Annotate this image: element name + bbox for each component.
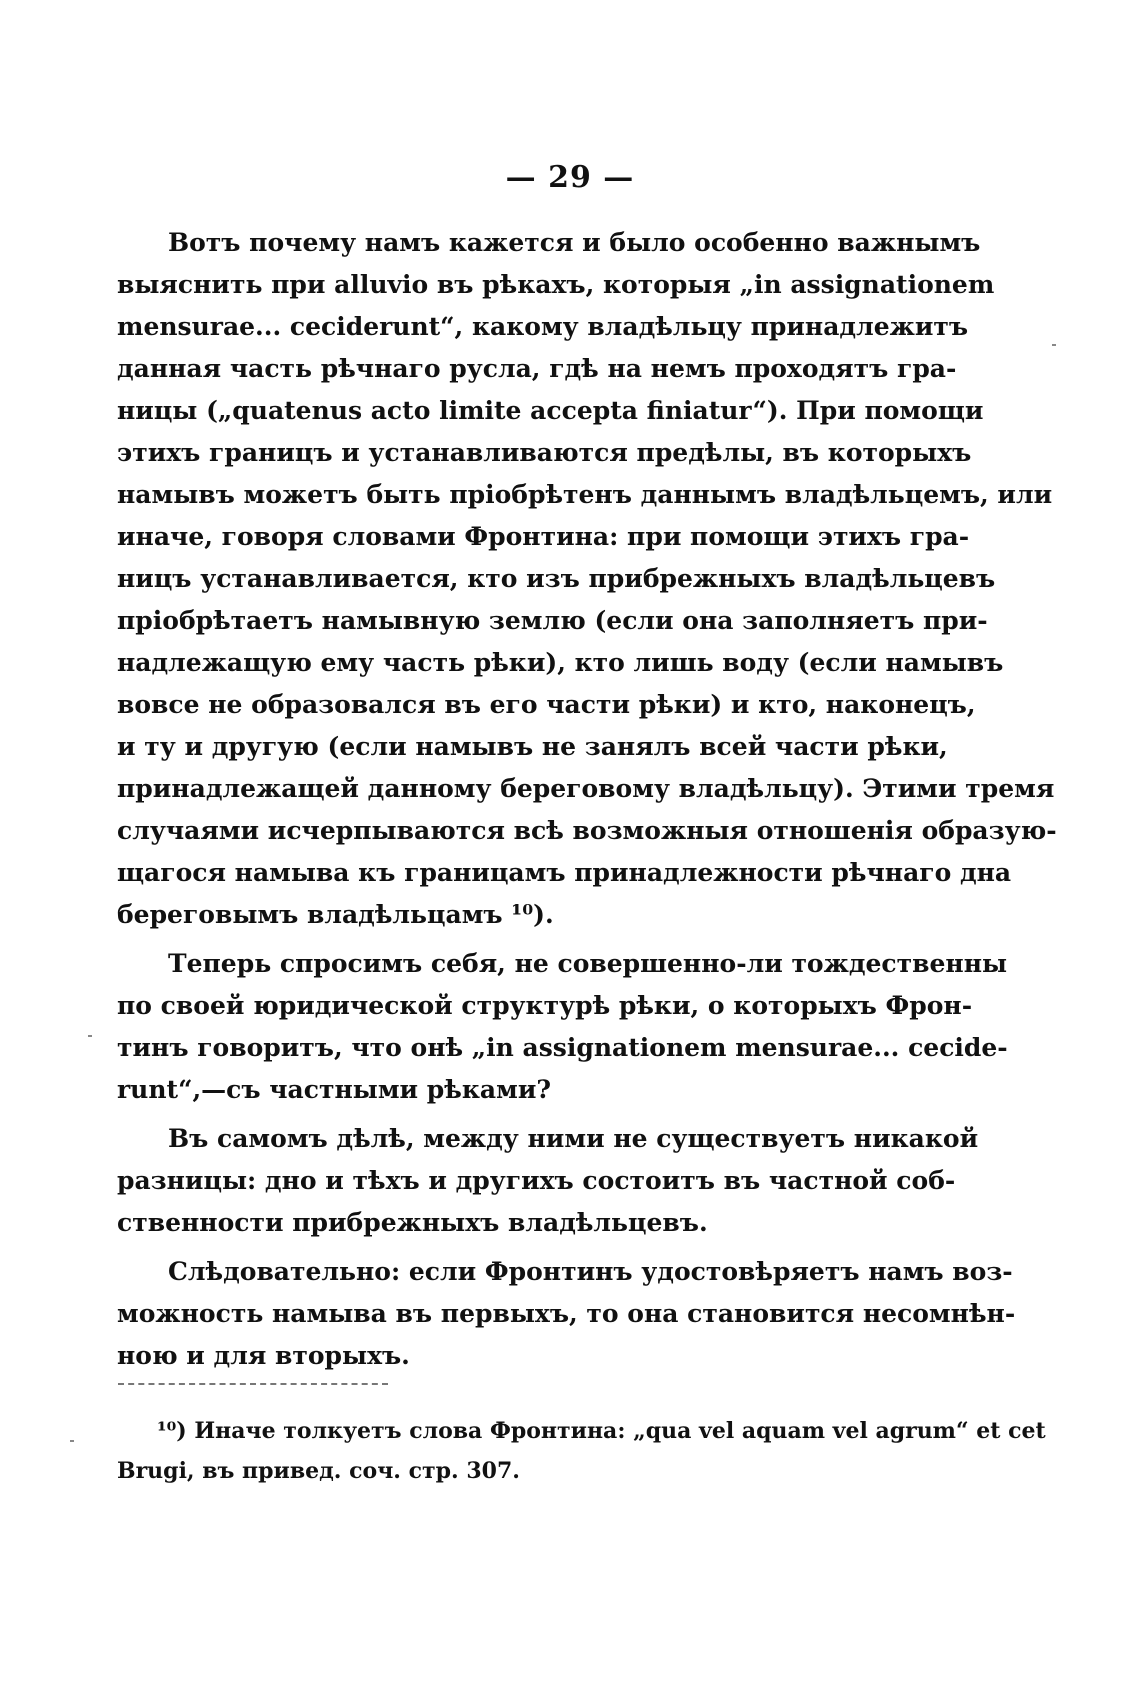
text-line: ною и для вторыхъ. [117,1341,410,1370]
text-line: ницъ устанавливается, кто изъ прибрежныхъ владѣльцевъ [117,564,996,593]
text-line: береговымъ владѣльцамъ ¹⁰). [117,900,554,929]
text-line: тинъ говоритъ, что онѣ „in assignationem mensurae... cecide- [117,1033,1008,1062]
text-line: принадлежащей данному береговому владѣльцу). Этими тремя [117,774,1055,803]
text-line: надлежащую ему часть рѣки), кто лишь воду (если намывъ [117,648,1004,677]
text-line: данная часть рѣчнаго русла, гдѣ на немъ проходятъ гра- [117,354,957,383]
scan-speck [70,1440,74,1442]
scan-speck [88,1035,92,1037]
paragraph-2 [117,943,1008,1111]
text-line: иначе, говоря словами Фронтина: при помощи этихъ гра- [117,522,970,551]
text-line: Слѣдовательно: если Фронтинъ удостовѣряетъ намъ воз- [168,1257,1013,1286]
text-line: Теперь спросимъ себя, не совершенно-ли тождественны [168,949,1008,978]
text-line: по своей юридической структурѣ рѣки, о которыхъ Фрон- [117,991,973,1020]
text-line: пріобрѣтаетъ намывную землю (если она заполняетъ при- [117,606,988,635]
footnote-separator [118,1383,388,1385]
text-line: ственности прибрежныхъ владѣльцевъ. [117,1208,708,1237]
text-line: Въ самомъ дѣлѣ, между ними не существуетъ никакой [168,1124,979,1153]
text-line: щагося намыва къ границамъ принадлежности рѣчнаго дна [117,858,1012,887]
paragraph-3 [117,1118,979,1244]
text-line: этихъ границъ и устанавливаются предѣлы, въ которыхъ [117,438,972,467]
text-line: вовсе не образовался въ его части рѣки) и кто, наконецъ, [117,690,976,719]
text-line: mensurae... ceciderunt“, какому владѣльцу принадлежитъ [117,312,969,341]
text-line: намывъ можетъ быть пріобрѣтенъ даннымъ владѣльцемъ, или [117,480,1053,509]
body-text [117,222,1057,1377]
footnote [117,1411,1046,1491]
footnote-line: ¹⁰) Иначе толкуетъ слова Фронтина: „qua vel aquam vel agrum“ et cet [157,1418,1046,1444]
text-line: можность намыва въ первыхъ, то она становится несомнѣн- [117,1299,1016,1328]
text-line: и ту и другую (если намывъ не занялъ всей части рѣки, [117,732,948,761]
text-line: выяснить при alluvio въ рѣкахъ, которыя „in assignationem [117,270,995,299]
footnote-line: Brugi, въ привед. соч. стр. 307. [117,1458,520,1484]
text-line: Вотъ почему намъ кажется и было особенно важнымъ [168,228,981,257]
text-line: runt“,—съ частными рѣками? [117,1075,552,1104]
scan-speck [1052,344,1056,346]
page-number: — 29 — [505,160,635,195]
paragraph-4 [117,1251,1016,1377]
text-line: разницы: дно и тѣхъ и другихъ состоитъ въ частной соб- [117,1166,956,1195]
paragraph-1 [117,222,1057,936]
text-line: случаями исчерпываются всѣ возможныя отношенія образую- [117,816,1057,845]
text-line: ницы („quatenus acto limite accepta finiatur“). При помощи [117,396,984,425]
